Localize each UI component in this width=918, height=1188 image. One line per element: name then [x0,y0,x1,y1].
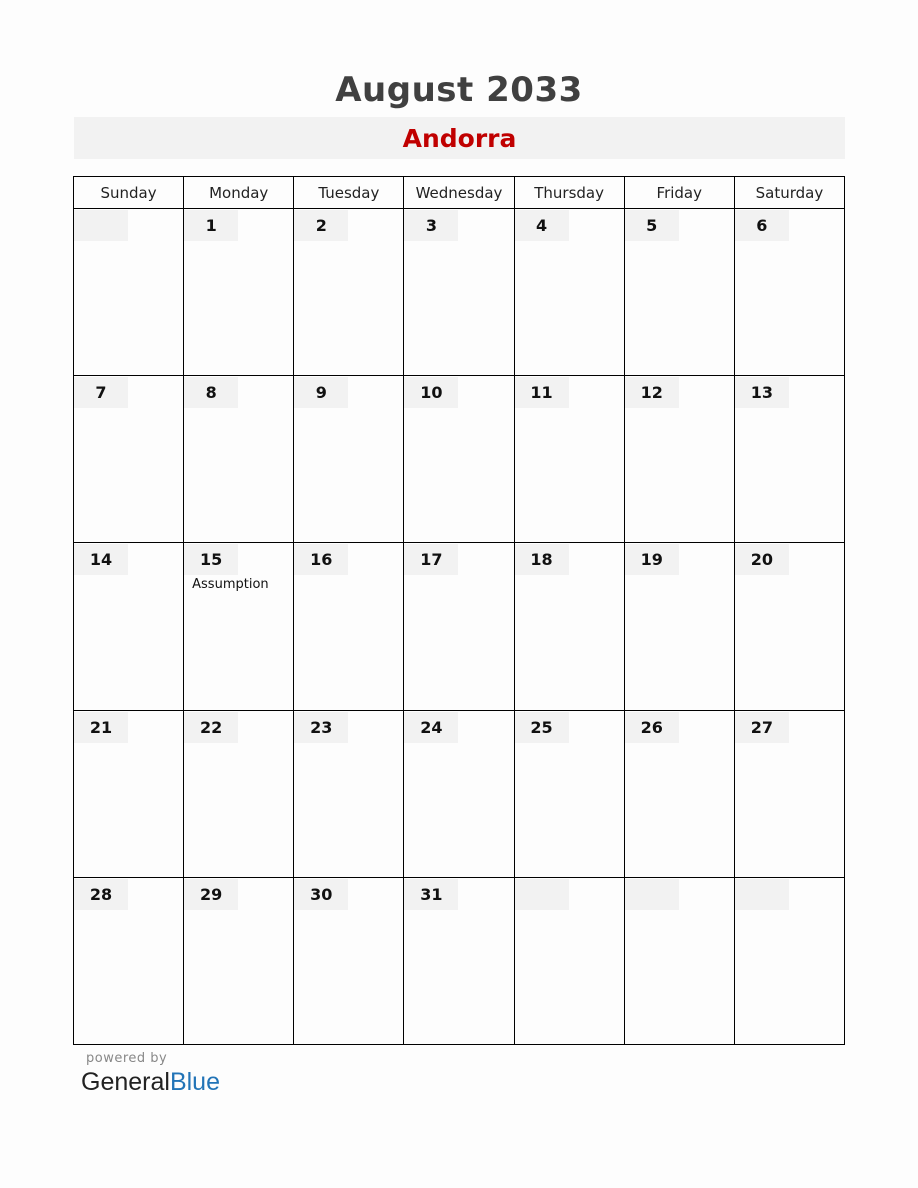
day-cell[interactable] [404,543,514,710]
day-number: 7 [74,377,128,408]
week-row [74,209,845,376]
day-number: 27 [735,712,789,743]
day-cell[interactable] [74,376,184,543]
week-row [74,877,845,1044]
day-cell[interactable] [294,376,404,543]
day-number: 21 [74,712,128,743]
generalblue-logo[interactable] [81,1068,220,1097]
day-cell[interactable] [514,376,624,543]
day-number: 22 [184,712,238,743]
brand-general: General [81,1068,170,1096]
day-number: 16 [294,544,348,575]
day-number: 1 [184,210,238,241]
weekday-header: Tuesday [294,177,404,209]
day-cell[interactable] [294,209,404,376]
powered-by-text: powered by [86,1051,168,1066]
day-cell[interactable] [74,209,184,376]
day-cell[interactable] [184,209,294,376]
day-cell[interactable] [624,209,734,376]
day-number: 30 [294,879,348,910]
day-cell[interactable] [734,877,844,1044]
calendar-grid [73,176,845,1045]
weekday-header: Wednesday [404,177,514,209]
day-number: 26 [625,712,679,743]
page-title: August 2033 [335,70,583,110]
brand-blue: Blue [169,1068,220,1096]
day-number: 9 [294,377,348,408]
day-number: 11 [515,377,569,408]
weekday-header: Friday [624,177,734,209]
day-cell[interactable] [734,543,844,710]
holiday-label: Assumption [192,577,269,593]
day-number: 15 [184,544,238,575]
day-cell[interactable] [294,877,404,1044]
day-cell[interactable] [404,710,514,877]
country-name: Andorra [402,124,517,153]
day-number: 29 [184,879,238,910]
day-number: 28 [74,879,128,910]
day-cell[interactable] [514,543,624,710]
week-row [74,376,845,543]
day-number: 13 [735,377,789,408]
day-number: 5 [625,210,679,241]
day-cell[interactable] [404,877,514,1044]
day-cell[interactable] [74,543,184,710]
day-number: 25 [515,712,569,743]
day-number: 31 [404,879,458,910]
day-cell[interactable] [514,877,624,1044]
day-number [625,879,679,910]
day-cell[interactable] [184,376,294,543]
day-cell[interactable] [294,543,404,710]
day-cell[interactable] [514,209,624,376]
day-number: 24 [404,712,458,743]
weekday-header: Monday [184,177,294,209]
day-number: 20 [735,544,789,575]
day-cell[interactable] [624,710,734,877]
day-cell[interactable] [734,376,844,543]
day-number: 18 [515,544,569,575]
day-number: 19 [625,544,679,575]
day-number: 6 [735,210,789,241]
day-number: 17 [404,544,458,575]
day-number [515,879,569,910]
day-cell[interactable] [184,543,294,710]
day-cell[interactable] [404,376,514,543]
week-row [74,543,845,710]
day-cell[interactable] [624,543,734,710]
country-banner [74,117,845,159]
day-number [74,210,128,241]
day-number [735,879,789,910]
day-number: 8 [184,377,238,408]
day-cell[interactable] [74,710,184,877]
day-number: 14 [74,544,128,575]
week-row [74,710,845,877]
day-cell[interactable] [74,877,184,1044]
day-cell[interactable] [404,209,514,376]
day-cell[interactable] [624,877,734,1044]
day-number: 3 [404,210,458,241]
day-number: 23 [294,712,348,743]
weekday-header: Saturday [734,177,844,209]
day-cell[interactable] [294,710,404,877]
weekday-header: Sunday [74,177,184,209]
day-number: 10 [404,377,458,408]
day-number: 12 [625,377,679,408]
day-cell[interactable] [184,877,294,1044]
weekday-header: Thursday [514,177,624,209]
day-cell[interactable] [184,710,294,877]
day-cell[interactable] [734,710,844,877]
day-cell[interactable] [734,209,844,376]
day-cell[interactable] [624,376,734,543]
day-number: 4 [515,210,569,241]
day-cell[interactable] [514,710,624,877]
weekday-header-row [74,177,845,209]
day-number: 2 [294,210,348,241]
